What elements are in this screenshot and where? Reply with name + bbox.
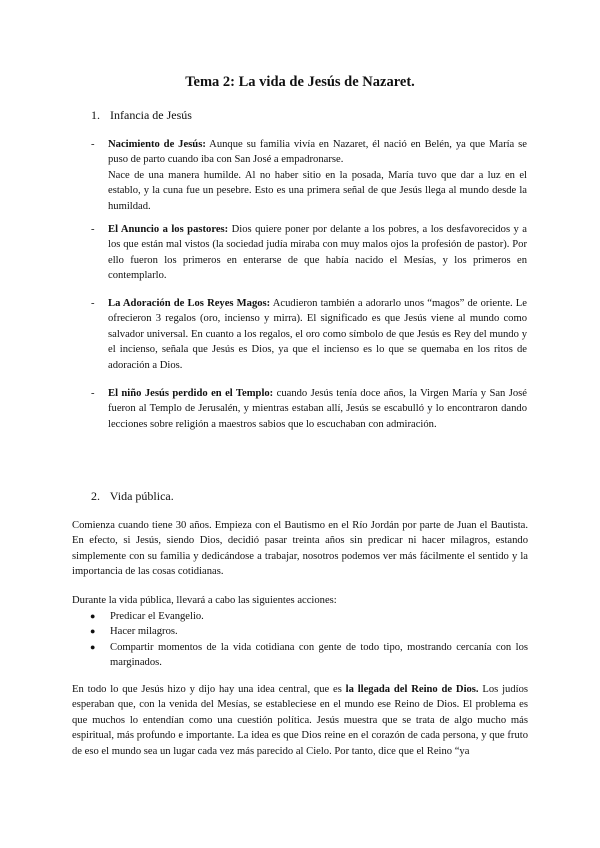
item-text: Dios quiere poner por delante a los pobres, a los desfavorecidos y a los que están mal vistos (la sociedad judía miraba con muy malos ojos la profesión de pastor). Por ello fueron los primeros en enterarse de que había nacido el Mesías, y los primeros en contemplarlo. [108, 224, 527, 282]
paragraph-text: En todo lo que Jesús hizo y dijo hay una idea central, que es [72, 684, 346, 695]
item-heading: El niño Jesús perdido en el Templo: [108, 388, 274, 399]
dash-marker: - [91, 298, 95, 309]
list-item-text: Predicar el Evangelio. [110, 611, 204, 622]
dash-marker: - [91, 388, 95, 399]
list-item-text: Compartir momentos de la vida cotidiana con gente de todo tipo, mostrando cercanía con los marginados. [110, 641, 528, 669]
section-2-title: Vida pública. [109, 489, 174, 503]
list-item [72, 609, 528, 624]
list-item-nacimiento [91, 137, 527, 214]
item-text: Acudieron también a adorarlo unos “magos” de oriente. Le ofrecieron 3 regalos (oro, incienso y mirra). El significado es que Jesús viene al mundo como salvador universal. En cuanto a los regalos, el oro como símbolo de que Jesús es Rey del mundo y el incienso, señala que Jesús es Dios, ya que el incienso es lo que se quemaba en los ritos de adoración a Dios. [108, 298, 527, 371]
dash-marker: - [91, 139, 95, 150]
paragraph-reino-de-dios [72, 682, 528, 759]
section-2-heading [91, 489, 174, 504]
bullet-icon: ● [90, 611, 96, 621]
emphasis-text: la llegada del Reino de Dios. [345, 684, 479, 695]
paragraph-acciones-intro: Durante la vida pública, llevará a cabo las siguientes acciones: [72, 595, 337, 606]
item-heading: Nacimiento de Jesús: [108, 139, 206, 150]
section-1-title: Infancia de Jesús [110, 108, 192, 122]
list-item-nino-perdido [91, 386, 527, 432]
bullet-list-acciones [72, 609, 528, 671]
item-text: cuando Jesús tenía doce años, la Virgen María y San José fueron al Templo de Jerusalén, y mientras estaban allí, Jesús se escabulló y lo encontraron dando lecciones sobre religión a maestros sabios que lo escuchaban con admiración. [108, 388, 527, 430]
document-title: Tema 2: La vida de Jesús de Nazaret. [185, 74, 415, 90]
section-1-heading [91, 108, 192, 123]
item-text-continued: Nace de una manera humilde. Al no haber sitio en la posada, María tuvo que dar a luz en el establo, y la cuna fue un pesebre. Esto es una primera señal de que Jesús llega al mundo desde la humildad. [108, 169, 527, 212]
list-item [72, 640, 528, 671]
list-item-anuncio-pastores [91, 222, 527, 284]
paragraph-text: Los judíos esperaban que, con la venida del Mesías, se estableciese en el mundo ese Reino de Dios. El problema es que muchos lo entendían como una cuestión política. Jesús muestra que se trata de algo mucho más espiritual, más profundo e importante. La idea es que Dios reine en el corazón de cada persona, y que fruto de eso el mundo sea un lugar cada vez más parecido al Cielo. Por tanto, dice que el Reino “ya [72, 684, 528, 757]
bullet-icon: ● [90, 626, 96, 637]
item-text: Aunque su familia vivía en Nazaret, él nació en Belén, ya que María se puso de parto cuando iba con San José a empadronarse. [108, 139, 527, 166]
section-2-number: 2. [91, 489, 100, 503]
list-item-text: Hacer milagros. [110, 626, 178, 638]
item-heading: El Anuncio a los pastores: [108, 224, 229, 235]
paragraph-vida-publica-intro: Comienza cuando tiene 30 años. Empieza con el Bautismo en el Río Jordán por parte de Juan el Bautista. En efecto, si Jesús, siendo Dios, decidió pasar treinta años sin predicar ni hacer milagros, estando simplemente con su familia y dedicándose a trabajar, nosotros podemos ver más fácilmente el sentido y la importancia de las cosas cotidianas. [72, 520, 528, 578]
section-1-number: 1. [91, 108, 100, 122]
dash-marker: - [91, 224, 95, 235]
list-item [72, 624, 528, 639]
list-item-reyes-magos [91, 296, 527, 373]
item-heading: La Adoración de Los Reyes Magos: [108, 298, 271, 309]
bullet-icon: ● [90, 641, 96, 652]
